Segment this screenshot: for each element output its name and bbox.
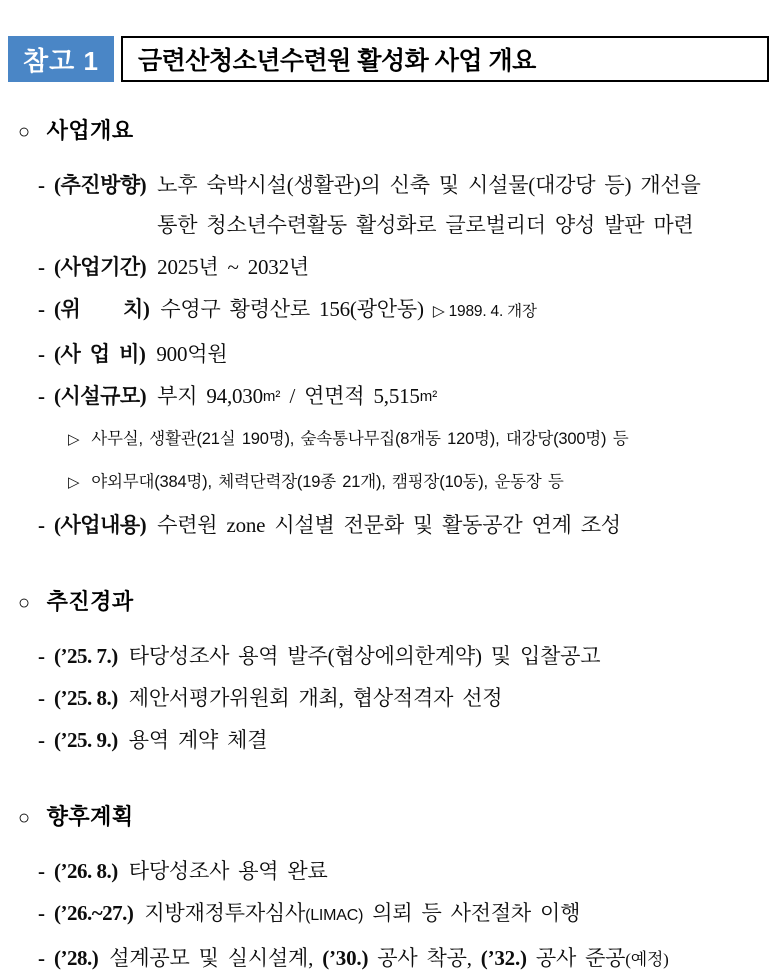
item-text <box>91 462 769 503</box>
dash-bullet-icon: - <box>38 297 45 321</box>
text-segment: 부지 94,030 <box>157 384 263 408</box>
item-label: (’25. 9.) <box>54 728 118 752</box>
list-item <box>38 165 769 245</box>
list-item <box>38 289 769 332</box>
text-segment: 사무실, 생활관(21실 190명), 숲속통나무집(8개동 120명), 대강당(300명) 등 <box>91 430 629 448</box>
section-heading <box>18 585 769 616</box>
item-label: (’26. 8.) <box>54 859 118 883</box>
dash-bullet-icon: - <box>38 644 45 668</box>
text-segment: 설계공모 및 실시설계, <box>109 946 323 970</box>
text-segment: 타당성조사 용역 발주(협상에의한계약) 및 입찰공고 <box>128 644 601 668</box>
text-segment: 공사 착공, <box>368 946 481 970</box>
list-item <box>38 636 769 676</box>
text-segment: 지방재정투자심사 <box>144 901 306 925</box>
section-2 <box>8 585 769 760</box>
text-segment: 통한 청소년수련활동 활성화로 글로벌리더 양성 발판 마련 <box>157 213 694 237</box>
dash-bullet-icon: - <box>38 901 45 925</box>
list-item <box>38 893 769 936</box>
list-item <box>38 851 769 891</box>
circle-bullet-icon: ○ <box>18 592 31 614</box>
circle-bullet-icon: ○ <box>18 807 31 829</box>
text-segment: m² <box>262 388 281 405</box>
text-segment: (’32.) <box>480 946 527 970</box>
text-segment: 의뢰 등 사전절차 이행 <box>363 901 581 925</box>
list-item <box>38 938 769 980</box>
list-item <box>38 334 769 374</box>
item-label: (사 업 비) <box>54 342 146 366</box>
text-segment: 야외무대(384명), 체력단력장(19종 21개), 캠핑장(10동), 운동장 등 <box>91 473 564 491</box>
item-text <box>129 636 769 676</box>
item-text <box>144 893 769 936</box>
section-title: 추진경과 <box>46 589 134 614</box>
item-text <box>157 247 769 287</box>
item-label: (’26.~27.) <box>54 901 134 925</box>
text-segment: 수영구 황령산로 156(광안동) <box>160 297 433 321</box>
item-label: (’25. 8.) <box>54 686 118 710</box>
dash-bullet-icon: - <box>38 859 45 883</box>
text-segment: (’30.) <box>322 946 369 970</box>
item-text <box>156 334 769 374</box>
section-heading <box>18 114 769 145</box>
sub-list-item <box>68 462 769 503</box>
dash-bullet-icon: - <box>38 342 45 366</box>
reference-badge: 참고 1 <box>8 36 114 82</box>
dash-bullet-icon: - <box>38 728 45 752</box>
item-label: (시설규모) <box>54 384 147 408</box>
text-segment: 2025년 ~ 2032년 <box>157 255 309 279</box>
item-label: (’28.) <box>54 946 99 970</box>
text-segment: 용역 계약 체결 <box>128 728 268 752</box>
item-text <box>157 165 769 245</box>
text-segment: ▷ 1989. 4. 개장 <box>432 303 537 320</box>
list-item <box>38 376 769 417</box>
triangle-bullet-icon: ▷ <box>68 431 80 448</box>
section-1 <box>8 114 769 545</box>
text-segment: 제안서평가위원회 개최, 협상적격자 선정 <box>128 686 503 710</box>
text-segment: (예정) <box>625 950 669 969</box>
list-item <box>38 505 769 545</box>
text-segment: 노후 숙박시설(생활관)의 신축 및 시설물(대강당 등) 개선을 <box>157 173 701 197</box>
dash-bullet-icon: - <box>38 513 45 537</box>
list-item <box>38 678 769 718</box>
text-segment: 900억원 <box>156 342 228 366</box>
item-label: (추진방향) <box>54 173 147 197</box>
item-label: (사업기간) <box>54 255 147 279</box>
item-label: (위 치) <box>54 297 150 321</box>
circle-bullet-icon: ○ <box>18 121 31 143</box>
text-segment: 타당성조사 용역 완료 <box>128 859 328 883</box>
text-segment: 수련원 zone 시설별 전문화 및 활동공간 연계 조성 <box>157 513 621 537</box>
page-title: 금련산청소년수련원 활성화 사업 개요 <box>138 47 536 75</box>
item-text <box>129 678 769 718</box>
item-label: (사업내용) <box>54 513 147 537</box>
text-segment: 공사 준공 <box>526 946 626 970</box>
dash-bullet-icon: - <box>38 686 45 710</box>
item-text <box>109 938 769 980</box>
triangle-bullet-icon: ▷ <box>68 474 80 491</box>
item-text <box>129 851 769 891</box>
title-box <box>121 36 769 82</box>
item-text <box>157 505 769 545</box>
item-text <box>91 419 769 460</box>
text-segment: m² <box>419 388 438 405</box>
item-text <box>157 376 769 417</box>
dash-bullet-icon: - <box>38 384 45 408</box>
dash-bullet-icon: - <box>38 173 45 197</box>
text-segment: / 연면적 5,515 <box>280 384 420 408</box>
item-text <box>129 720 769 760</box>
document-header <box>8 36 769 82</box>
item-label: (’25. 7.) <box>54 644 118 668</box>
dash-bullet-icon: - <box>38 946 45 970</box>
sub-list-item <box>68 419 769 460</box>
section-heading <box>18 800 769 831</box>
section-3 <box>8 800 769 980</box>
item-text <box>160 289 769 332</box>
document-body <box>8 114 769 980</box>
list-item <box>38 247 769 287</box>
dash-bullet-icon: - <box>38 255 45 279</box>
section-title: 향후계획 <box>46 804 134 829</box>
list-item <box>38 720 769 760</box>
section-title: 사업개요 <box>46 118 134 143</box>
text-segment: (LIMAC) <box>305 907 364 924</box>
